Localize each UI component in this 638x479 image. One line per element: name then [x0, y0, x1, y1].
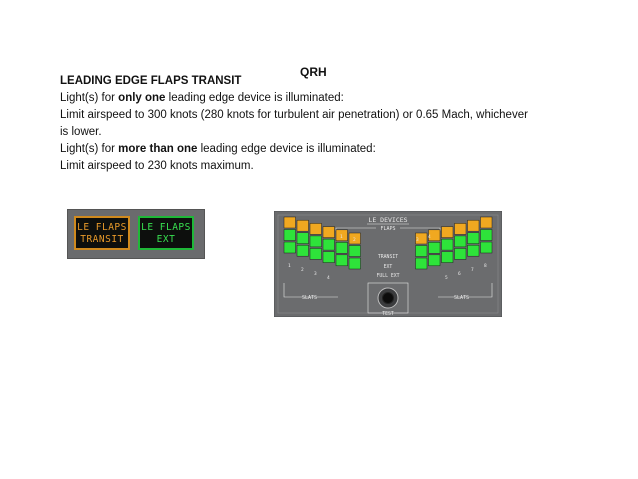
left-device-light-c4-r3	[323, 252, 335, 263]
line-4-prefix: Light(s) for	[60, 143, 119, 155]
qrh-label: QRH	[300, 65, 327, 79]
right-device-light-c2-r3	[468, 245, 480, 256]
left-device-light-c2-r1	[297, 220, 309, 231]
line-4-suffix: leading edge device is illuminated:	[197, 143, 376, 155]
left-device-light-c1-r1	[284, 217, 296, 228]
right-device-light-c1-r3	[481, 242, 493, 253]
left-device-light-c6-r2	[349, 246, 361, 257]
right-slat-number-5: 5	[445, 276, 448, 281]
left-slat-number-1: 1	[288, 264, 291, 269]
transit-light-line-2: TRANSIT	[80, 234, 124, 245]
left-device-light-c1-r3	[284, 242, 296, 253]
left-slat-number-4: 4	[327, 276, 330, 281]
right-device-light-c4-r3	[442, 252, 454, 263]
legend-ext: EXT	[383, 265, 393, 270]
left-device-light-c3-r3	[310, 248, 322, 259]
legend-full-ext: FULL EXT	[376, 274, 400, 279]
right-device-light-c5-r2	[429, 242, 441, 253]
le-flaps-annunciator-panel	[67, 209, 205, 259]
right-device-light-c5-r3	[429, 255, 441, 266]
right-slat-number-8: 8	[484, 264, 487, 269]
procedure-line-3: is lower.	[60, 126, 102, 138]
procedure-title: LEADING EDGE FLAPS TRANSIT	[60, 75, 242, 87]
left-flap-number-1: 1	[340, 235, 343, 240]
line-1-prefix: Light(s) for	[60, 92, 119, 104]
ext-light-line-1: LE FLAPS	[141, 222, 191, 233]
left-device-light-c5-r3	[336, 255, 348, 266]
le-devices-title: LE DEVICES	[368, 216, 408, 224]
left-slat-number-2: 2	[301, 268, 304, 273]
flaps-label: FLAPS	[380, 226, 396, 232]
procedure-line-1	[60, 91, 344, 105]
le-devices-panel-svg	[274, 211, 502, 317]
right-device-light-c4-r1	[442, 227, 454, 238]
line-1-suffix: leading edge device is illuminated:	[165, 92, 344, 104]
left-device-light-c3-r2	[310, 236, 322, 247]
ext-light-line-2: EXT	[156, 234, 176, 245]
right-device-light-c6-r2	[416, 246, 428, 257]
left-device-light-c2-r3	[297, 245, 309, 256]
right-flap-number-3: 3	[416, 238, 419, 243]
procedure-line-5: Limit airspeed to 230 knots maximum.	[60, 160, 254, 172]
slats-label-left: SLATS	[302, 295, 318, 301]
slats-label-right: SLATS	[454, 295, 470, 301]
right-device-light-c4-r2	[442, 239, 454, 250]
left-device-light-c3-r1	[310, 223, 322, 234]
right-device-light-c3-r1	[455, 223, 467, 234]
right-flap-number-4: 4	[428, 235, 431, 240]
left-slat-number-3: 3	[314, 272, 317, 277]
right-device-light-c6-r3	[416, 258, 428, 269]
legend-transit: TRANSIT	[377, 255, 399, 260]
right-device-light-c2-r1	[468, 220, 480, 231]
transit-light-line-1: LE FLAPS	[77, 222, 127, 233]
line-1-bold: only one	[118, 92, 166, 104]
left-device-light-c1-r2	[284, 230, 296, 241]
left-device-light-c6-r3	[349, 258, 361, 269]
line-4-bold: more than one	[118, 143, 198, 155]
left-flap-number-2: 2	[353, 238, 356, 243]
right-device-light-c3-r2	[455, 236, 467, 247]
le-flaps-transit-light	[74, 216, 130, 250]
test-label: TEST	[382, 312, 394, 317]
left-device-light-c4-r2	[323, 239, 335, 250]
le-devices-panel	[274, 211, 502, 317]
right-slat-number-6: 6	[458, 272, 461, 277]
le-flaps-ext-light	[138, 216, 194, 250]
procedure-line-4	[60, 142, 376, 156]
right-device-light-c3-r3	[455, 248, 467, 259]
right-device-light-c1-r2	[481, 230, 493, 241]
procedure-line-2: Limit airspeed to 300 knots (280 knots for turbulent air penetration) or 0.65 Mach, whichever	[60, 109, 528, 121]
right-slat-number-7: 7	[471, 268, 474, 273]
left-device-light-c5-r2	[336, 242, 348, 253]
left-device-light-c2-r2	[297, 233, 309, 244]
left-device-light-c4-r1	[323, 227, 335, 238]
right-device-light-c2-r2	[468, 233, 480, 244]
test-switch-button[interactable]	[383, 293, 394, 304]
right-device-light-c1-r1	[481, 217, 493, 228]
